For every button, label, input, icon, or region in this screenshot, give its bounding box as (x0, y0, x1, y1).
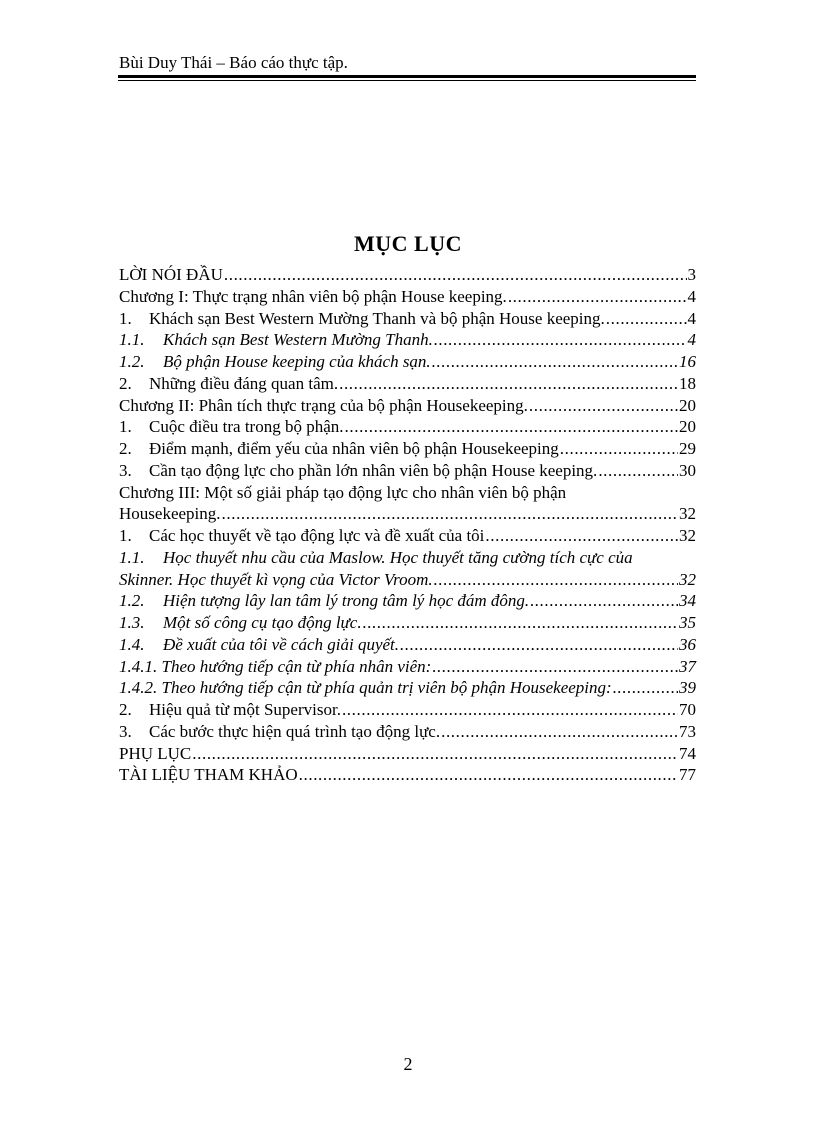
toc-entry-page: 36 (679, 634, 696, 654)
toc-entry-page: 32 (679, 569, 696, 589)
toc-entry-number: 1.1. (119, 547, 145, 567)
toc-leader-dots (432, 351, 678, 373)
toc-entry-title: PHỤ LỤC (119, 743, 192, 763)
toc-entry-page: 4 (687, 286, 696, 306)
toc-entry-text: Cuộc điều tra trong bộ phận. (149, 417, 344, 437)
toc-leader-dots (342, 699, 678, 721)
toc-leader-dots (529, 395, 678, 417)
toc-leader-dots (299, 764, 678, 786)
toc-entry[interactable] (119, 656, 696, 678)
toc-entry-number: 1.4.2. (119, 678, 158, 698)
toc-entry-text: Theo hướng tiếp cận từ phía quản trị viên bộ phận Housekeeping: (161, 678, 612, 698)
toc-entry-page: 32 (679, 504, 696, 524)
toc-entry-number: 1.2. (119, 352, 145, 371)
toc-entry-title (119, 656, 431, 678)
toc-entry[interactable] (119, 351, 696, 373)
toc-entry-page: 29 (679, 439, 696, 458)
toc-entry-text: Các học thuyết về tạo động lực và đề xuất của tôi (149, 526, 485, 545)
toc-entry[interactable] (119, 764, 696, 786)
toc-entry-number: 1.2. (119, 591, 145, 611)
toc-entry[interactable] (119, 634, 696, 656)
toc-entry-number: 3. (119, 460, 132, 480)
toc-entry-number: 1.3. (119, 613, 145, 632)
toc-leader-dots (598, 460, 678, 482)
toc-entry-title (119, 699, 341, 721)
toc-entry-title (119, 677, 612, 699)
toc-leader-dots (432, 656, 678, 678)
toc-entry-text: Bộ phận House keeping của khách sạn. (163, 352, 431, 371)
toc-entry-text: Theo hướng tiếp cận từ phía nhân viên: (161, 656, 432, 676)
toc-entry-page: 4 (687, 330, 696, 350)
toc-leader-dots (224, 264, 687, 286)
toc-entry-number: 1. (119, 308, 132, 328)
toc-entry-text: Hiệu quả từ một Supervisor. (149, 700, 341, 719)
toc-entry-text: Các bước thực hiện quá trình tạo động lực. (149, 721, 441, 741)
toc-entry-page: 74 (679, 743, 696, 763)
toc-entry[interactable] (119, 721, 696, 743)
toc-entry-text: Hiện tượng lây lan tâm lý trong tâm lý học đám đông. (163, 591, 530, 611)
toc-entry-page: 77 (679, 765, 696, 785)
toc-entry-number: 1. (119, 417, 132, 437)
toc-leader-dots (508, 286, 687, 308)
toc-entry[interactable] (119, 677, 696, 699)
toc-entry-title: LỜI NÓI ĐẦU (119, 265, 223, 284)
toc-entry-text: Cần tạo động lực cho phần lớn nhân viên bộ phận House keeping. (149, 460, 598, 480)
toc-entry[interactable] (119, 373, 696, 395)
toc-entry-number: 3. (119, 721, 132, 741)
toc-entry-line1[interactable] (119, 547, 696, 569)
toc-entry-page: 39 (679, 678, 696, 698)
toc-entry-title: Chương II: Phân tích thực trạng của bộ phận Housekeeping. (119, 395, 528, 415)
toc-entry-page: 37 (679, 656, 696, 676)
toc-entry-number: 1.4.1. (119, 656, 158, 676)
toc-entry-line1[interactable]: Chương III: Một số giải pháp tạo động lực cho nhân viên bộ phận (119, 482, 567, 502)
toc-entry-title (119, 634, 399, 656)
toc-entry-page: 30 (679, 460, 696, 480)
toc-entry[interactable] (119, 699, 696, 721)
toc-leader-dots (606, 308, 687, 330)
running-header: Bùi Duy Thái – Báo cáo thực tập. (119, 53, 348, 72)
toc-leader-dots (222, 503, 678, 525)
toc-leader-dots (434, 569, 678, 591)
toc-entry-page: 18 (679, 373, 696, 393)
toc-entry-number: 2. (119, 700, 132, 719)
toc-entry[interactable] (119, 329, 696, 351)
toc-entry-number: 1.4. (119, 634, 145, 654)
toc-leader-dots (441, 721, 678, 743)
toc-entry-title (119, 373, 338, 395)
toc-leader-dots (400, 634, 678, 656)
toc-entry[interactable] (119, 395, 696, 417)
toc-leader-dots (192, 743, 678, 765)
toc-entry[interactable] (119, 612, 696, 634)
toc-entry-title: TÀI LIỆU THAM KHẢO (119, 765, 298, 785)
toc-leader-dots (345, 416, 678, 438)
toc-leader-dots (339, 373, 678, 395)
toc-entry-number: 2. (119, 439, 132, 458)
toc-entry[interactable] (119, 590, 696, 612)
page-number: 2 (403, 1054, 413, 1074)
toc-entry-page: 73 (679, 721, 696, 741)
toc-entry-page: 16 (679, 352, 696, 371)
toc-leader-dots (363, 612, 678, 634)
toc-entry-text: Một số công cụ tạo động lực. (163, 613, 362, 632)
toc-entry[interactable] (119, 503, 696, 525)
toc-entry-title (119, 612, 362, 634)
table-of-contents (119, 264, 696, 786)
toc-entry-title (119, 460, 597, 482)
toc-entry[interactable] (119, 416, 696, 438)
toc-entry-page: 34 (679, 591, 696, 611)
toc-entry-title (119, 525, 484, 547)
header-rule-thick (118, 75, 696, 78)
toc-entry-page: 20 (679, 395, 696, 415)
toc-entry-page: 32 (679, 526, 696, 545)
toc-entry-title: Skinner. Học thuyết kì vọng của Victor Vroom. (119, 569, 433, 589)
toc-entry[interactable] (119, 264, 696, 286)
toc-entry[interactable] (119, 308, 696, 330)
toc-entry[interactable] (119, 743, 696, 765)
toc-leader-dots (560, 438, 678, 460)
toc-leader-dots (613, 677, 678, 699)
toc-entry-page: 4 (687, 308, 696, 328)
toc-entry[interactable] (119, 525, 696, 547)
toc-entry-number: 1. (119, 526, 132, 545)
toc-entry-title (119, 308, 605, 330)
toc-entry-title (119, 351, 431, 373)
toc-entry-title: Chương I: Thực trạng nhân viên bộ phận House keeping. (119, 286, 507, 306)
toc-entry-text: Khách sạn Best Western Mường Thanh và bộ phận House keeping. (149, 308, 605, 328)
toc-entry-number: 1.1. (119, 330, 145, 350)
toc-leader-dots (485, 525, 678, 547)
toc-entry-title (119, 590, 529, 612)
toc-entry-page: 35 (679, 613, 696, 632)
header-rule-thin (118, 80, 696, 81)
toc-entry-title (119, 438, 559, 460)
toc-entry[interactable] (119, 438, 696, 460)
toc-entry-title (119, 721, 440, 743)
toc-entry-text: Điểm mạnh, điểm yếu của nhân viên bộ phận Housekeeping (149, 439, 559, 458)
toc-entry-title (119, 416, 344, 438)
toc-entry-text: Đề xuất của tôi về cách giải quyết. (163, 634, 400, 654)
toc-entry-text: Những điều đáng quan tâm. (149, 373, 339, 393)
toc-entry-title: Housekeeping. (119, 504, 221, 524)
toc-entry-title (119, 329, 433, 351)
toc-entry[interactable] (119, 286, 696, 308)
toc-entry-text: Khách sạn Best Western Mường Thanh. (163, 330, 433, 350)
toc-entry-page: 20 (679, 417, 696, 437)
toc-title: MỤC LỤC (354, 231, 462, 256)
toc-entry-text: Học thuyết nhu cầu của Maslow. Học thuyết tăng cường tích cực của (163, 547, 633, 567)
toc-entry-page: 3 (687, 265, 696, 284)
toc-entry-page: 70 (679, 700, 696, 719)
toc-leader-dots (530, 590, 678, 612)
toc-leader-dots (434, 329, 687, 351)
toc-entry[interactable] (119, 460, 696, 482)
toc-entry[interactable] (119, 569, 696, 591)
toc-entry-number: 2. (119, 373, 132, 393)
